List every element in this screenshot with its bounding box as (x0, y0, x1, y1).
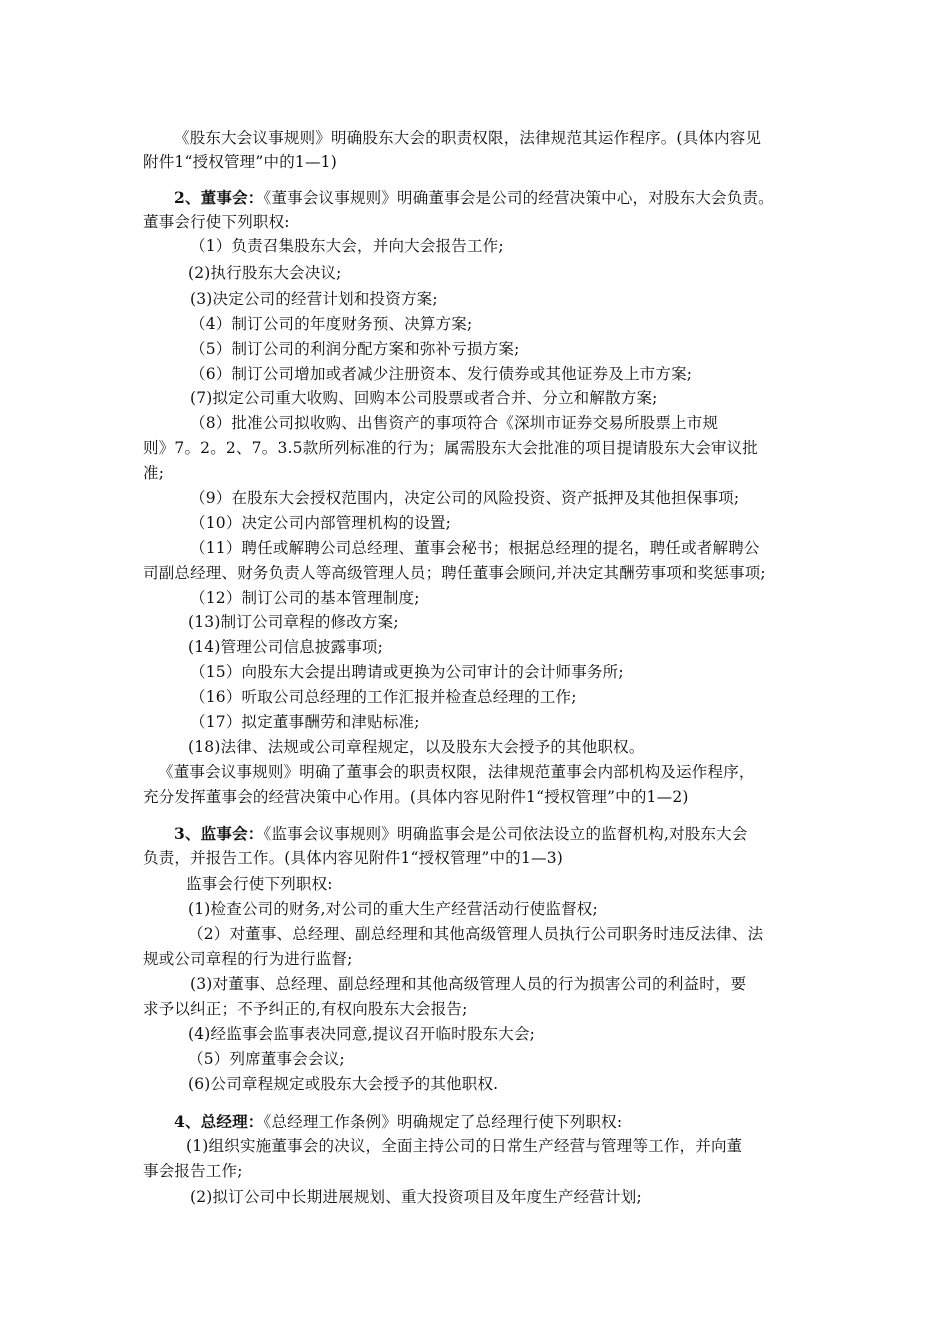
list-item-continuation: 规或公司章程的行为进行监督; (143, 950, 353, 968)
list-item: (1)检查公司的财务,对公司的重大生产经营活动行使监督权; (188, 900, 598, 918)
list-item: (14)管理公司信息披露事项; (188, 638, 384, 656)
paragraph-line: 附件1“授权管理”中的1—1) (143, 153, 337, 171)
list-item: （12）制订公司的基本管理制度; (190, 589, 420, 607)
list-item: （17）拟定董事酬劳和津贴标准; (190, 713, 420, 731)
section-intro: 《董事会议事规则》明确董事会是公司的经营决策中心，对股东大会负责。 (263, 189, 774, 207)
section-heading: 3、监事会： (174, 824, 264, 843)
section-heading: 2、董事会： (174, 188, 264, 207)
paragraph-line: 董事会行使下列职权: (143, 213, 290, 231)
list-item-continuation: 则》7。2。2、7。3.5款所列标准的行为；属需股东大会批准的项目提请股东大会审议批 (143, 439, 758, 457)
section-3-line (0, 822, 950, 846)
section-heading: 4、总经理： (174, 1112, 264, 1131)
list-item: （15）向股东大会提出聘请或更换为公司审计的会计师事务所; (190, 663, 624, 681)
section-intro: 《监事会议事规则》明确监事会是公司依法设立的监督机构,对股东大会 (263, 825, 748, 843)
list-item-continuation: 事会报告工作; (143, 1162, 243, 1180)
list-item: (1)组织实施董事会的决议，全面主持公司的日常生产经营与管理等工作，并向董 (186, 1137, 743, 1155)
paragraph-line: 《股东大会议事规则》明确股东大会的职责权限，法律规范其运作程序。(具体内容见 (174, 129, 762, 147)
list-item: （1）负责召集股东大会，并向大会报告工作; (190, 237, 504, 255)
list-item-continuation: 求予以纠正；不予纠正的,有权向股东大会报告; (143, 1000, 468, 1018)
paragraph-line: 负责，并报告工作。(具体内容见附件1“授权管理”中的1—3) (143, 849, 564, 867)
list-item: (18)法律、法规或公司章程规定，以及股东大会授予的其他职权。 (188, 738, 645, 756)
list-item: (2)执行股东大会决议; (188, 264, 342, 282)
list-item: (4)经监事会监事表决同意,提议召开临时股东大会; (188, 1025, 536, 1043)
list-item: （8）批准公司拟收购、出售资产的事项符合《深圳市证券交易所股票上市规 (190, 414, 719, 432)
list-item: （6）制订公司增加或者减少注册资本、发行债券或其他证券及上市方案; (190, 365, 693, 383)
list-item: （4）制订公司的年度财务预、决算方案; (190, 315, 473, 333)
list-item: (3)决定公司的经营计划和投资方案; (190, 290, 438, 308)
list-item: （5）制订公司的利润分配方案和弥补亏损方案; (190, 340, 520, 358)
section-intro: 《总经理工作条例》明确规定了总经理行使下列职权: (263, 1113, 623, 1131)
list-item: (2)拟订公司中长期进展规划、重大投资项目及年度生产经营计划; (190, 1188, 642, 1206)
list-item: （11）聘任或解聘公司总经理、董事会秘书；根据总经理的提名，聘任或者解聘公 (190, 539, 760, 557)
paragraph-line: 监事会行使下列职权: (186, 875, 333, 893)
list-item: (7)拟定公司重大收购、回购本公司股票或者合并、分立和解散方案; (190, 389, 658, 407)
list-item: （10）决定公司内部管理机构的设置; (190, 514, 452, 532)
section-4-line (0, 1110, 950, 1134)
list-item: (6)公司章程规定或股东大会授予的其他职权. (188, 1075, 499, 1093)
paragraph-line: 充分发挥董事会的经营决策中心作用。(具体内容见附件1“授权管理”中的1—2) (143, 788, 689, 806)
list-item: （16）听取公司总经理的工作汇报并检查总经理的工作; (190, 688, 577, 706)
list-item: （9）在股东大会授权范围内，决定公司的风险投资、资产抵押及其他担保事项; (190, 489, 740, 507)
section-2-line (0, 186, 950, 210)
list-item-continuation: 司副总经理、财务负责人等高级管理人员；聘任董事会顾问,并决定其酬劳事项和奖惩事项; (143, 564, 766, 582)
list-item: （2）对董事、总经理、副总经理和其他高级管理人员执行公司职务时违反法律、法 (188, 925, 764, 943)
list-item: （5）列席董事会会议; (188, 1050, 345, 1068)
list-item: (3)对董事、总经理、副总经理和其他高级管理人员的行为损害公司的利益时，要 (190, 975, 747, 993)
paragraph-line: 《董事会议事规则》明确了董事会的职责权限，法律规范董事会内部机构及运作程序， (158, 763, 755, 781)
list-item: (13)制订公司章程的修改方案; (188, 613, 399, 631)
list-item-continuation: 准; (143, 464, 165, 482)
